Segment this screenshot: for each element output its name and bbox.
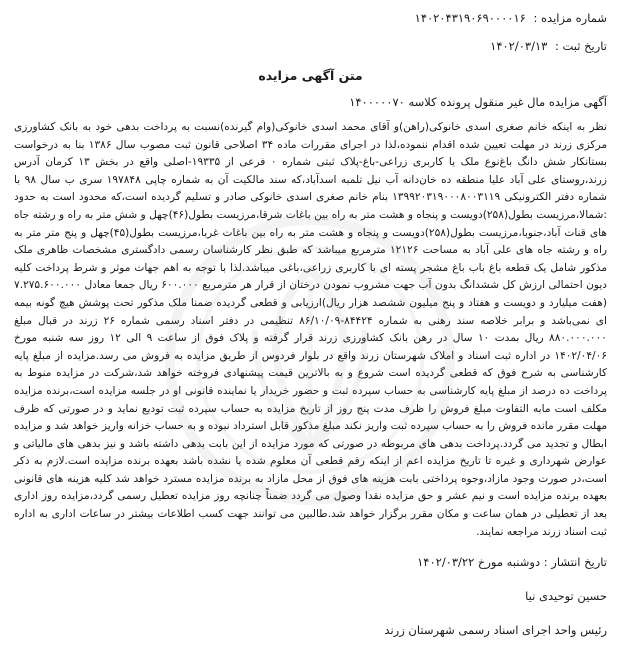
auction-number-line (14, 10, 607, 26)
registration-date-line (14, 38, 607, 54)
registration-date-value: ۱۴۰۲/۰۳/۱۳ (490, 39, 548, 53)
signer-title: رئیس واحد اجرای اسناد رسمی شهرستان زرند (384, 623, 607, 638)
auction-number-label: شماره مزایده : (533, 11, 607, 25)
notice-subtitle: آگهی مزایده مال غیر منقول پرونده کلاسه ۱۴۰۰۰۰۰۷۰ (349, 95, 607, 109)
publication-date-line (14, 555, 607, 569)
signer-name: حسین توحیدی نیا (525, 589, 607, 604)
notice-body: نظر به اینکه خانم صغری اسدی خانوکی(راهن)و آقای محمد اسدی خانوکی(وام گیرنده)نسبت به پرداخت بدهی خود به بانک کشاورزی مرکزی زرند در مهلت تعیین شده اقدام ننموده،لذا در اجرای مقررات ماده ۳۴ اصلاحی قانون ثبت مصوب سال ۱۳۸۶ بنا به درخواست بستانکار شش دانگ باغ‌نوع ملک یا کاربری زراعی-باغ-پلاک ثبتی شماره ۰ فرعی از ۱۹۳۳۵-اصلی واقع در بخش ۱۳ کرمان آدرس زرند،روستای علی آباد علیا منطقه ده خان‌دانه آب نیل تلمبه اسدآباد،که سند مالکیت آن به شماره چاپی ۱۹۷۸۴۸ سری ب سال ۹۸ با شماره دفتر الکترونیکی ۱۳۹۹۲۰۳۱۹۰۰۰۸۰۰۳۱۱۹ بنام خانم صغری اسدی خانوکی صادر و تسلیم گردیده است،که محدود است به حدود :شمالا،مرزیست بطول(۲۵۸)دویست و پنجاه و هشت متر به راه بین باغات شرقا،مرزیست بطول(۴۶)چهل و شش متر به راه و رشته جاه های قنات آباد،جنوبا،مرزیست بطول(۲۵۸)دویست و پنجاه و هشت متر به راه بین باغات غربا،مرزیست بطول(۴۵)چهل و پنج متر متر به راه و رشته جاه های علی آباد به مساحت ۱۲۱۲۶ مترمربع میباشد که طبق نظر کارشناسان رسمی دادگستری مشخصات ظاهری ملک مذکور شامل یک قطعه باغ باب باغ مشجر پسته ای با کاربری زراعی،باغی میباشد.لذا با توجه به اهم جهات موثر و شرط پرداخت کلیه دیون احتمالی ارزش کل ششدانگ بدون آب جهت مشروب نمودن درختان از قرار هر مترمربع ۶۰۰.۰۰۰ ریال جمعا معادل ۷.۲۷۵.۶۰۰.۰۰۰ (هفت میلیارد و دویست و هفتاد و پنج میلیون ششصد هزار ریال)ارزیابی و قطعی گردیده ضمنا ملک مذکور تحت پوشش هیچ گونه بیمه ای نمی‌باشد و برابر خلاصه سند رهنی به شماره ۸۴۴۲۴-۸۶/۱۰/۰۹ تنظیمی در دفتر اسناد رسمی شماره ۲۶ زرند در قبال مبلغ ۸۸۰.۰۰۰.۰۰۰ ریال بمدت ۱۰ سال در رهن بانک کشاورزی زرند قرار گرفته و پلاک فوق از ساعت ۹ الی ۱۲ روز سه شنبه مورخ ۱۴۰۲/۰۴/۰۶ در اداره ثبت اسناد و املاک شهرستان زرند واقع در بلوار فردوس از طریق مزایده به فروش می رسد.مزایده از مبلغ پایه کارشناسی به شرح فوق که قطعی گردیده است شروع و به بالاترین قیمت پیشنهادی فروخته خواهد شد،شرکت در مزایده منوط به پرداخت ده درصد از مبلغ پایه کارشناسی به حساب سپرده ثبت و حضور خریدار یا نماینده قانونی او در جلسه مزایده است،برنده مزایده مکلف است مابه التفاوت مبلغ فروش را ظرف مدت پنج روز از تاریخ مزایده به حساب سپرده ثبت تودیع نماید و در صورتی که ظرف مهلت مقرر مانده فروش را به حساب سپرده ثبت واریز نکند مبلغ مذکور قابل استرداد نبوده و به حساب خزانه واریز خواهد شد و مزایده ابطال و تجدید می گردد.پرداخت بدهی های مربوطه در صورتی که مورد مزایده از این بابت بدهی داشته باشد و نیز بدهی های مالیاتی و عوارض شهرداری و غیره تا تاریخ مزایده اعم از اینکه رقم قطعی آن معلوم شده یا نشده باشد بعهده برنده مزایده است.لازم به ذکر است،در صورت وجود مازاد،وجوه پرداختی بابت هزینه های فوق از محل مازاد به برنده مزایده مسترد خواهد شد کلیه هزینه های قانونی بعهده برنده مزایده است و نیم عشر و حق مزایده نقدا وصول می گردد ضمناً چنانچه روز مزایده تعطیل رسمی گردد،مزایده روز اداری بعد از تعطیلی در همان ساعت و مکان مقرر برگزار خواهد شد.طالبین می توانند جهت کسب اطلاعات بیشتر در ساعات اداری به اداره ثبت اسناد زرند مراجعه نمایند. (14, 121, 608, 538)
publication-date-label: تاریخ انتشار : (543, 555, 607, 570)
notice-title: متن آگهی مزایده (258, 68, 363, 83)
auction-number-value: ۱۴۰۲۰۴۳۱۹۰۶۹۰۰۰۰۱۶ (414, 11, 526, 25)
publication-date-value: دوشنبه مورخ ۱۴۰۲/۰۳/۲۲ (417, 555, 541, 570)
registration-date-label: تاریخ ثبت : (554, 39, 607, 53)
